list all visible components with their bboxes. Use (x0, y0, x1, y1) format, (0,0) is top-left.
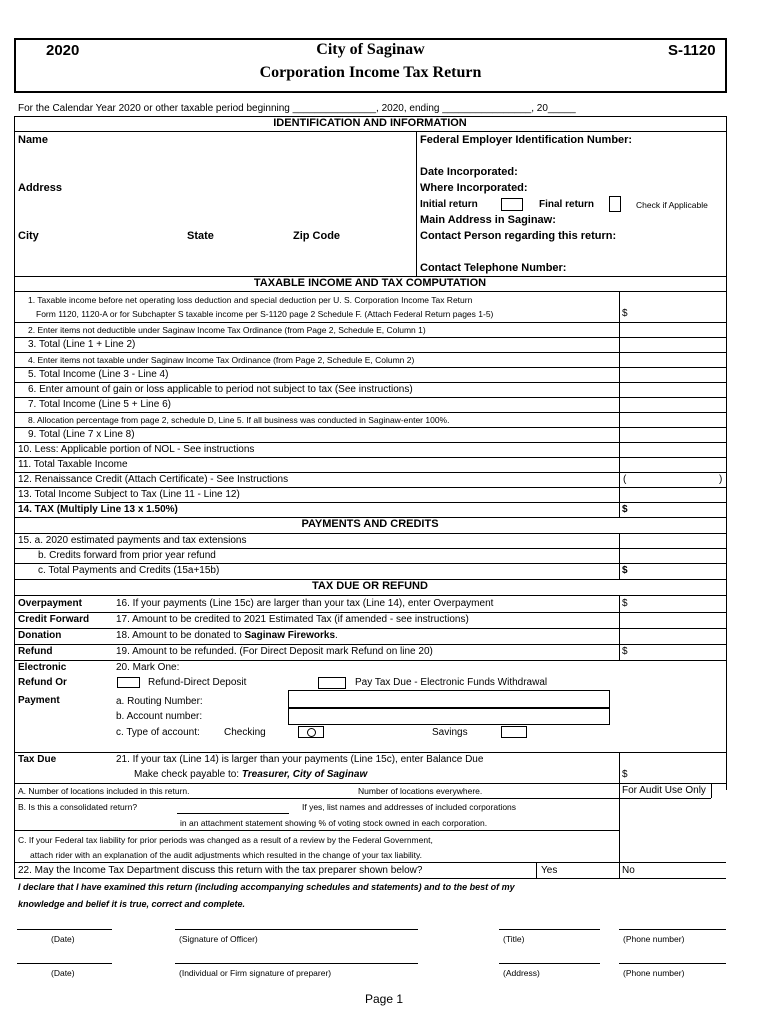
period-line: For the Calendar Year 2020 or other taxable period beginning _______________, 2020, ending ________________, 20_____ (18, 103, 576, 114)
saginaw-fireworks: Saginaw Fireworks (244, 630, 336, 641)
line-1-cont: Form 1120, 1120-A or for Subchapter S taxable income per S-1120 page 2 Schedule F. (Attach Federal Return pages 1-5) (36, 309, 494, 319)
line-6: 6. Enter amount of gain or loss applicable to period not subject to tax (See instructions) (28, 384, 413, 395)
pay-tax-due-label: Pay Tax Due - Electronic Funds Withdrawal (355, 677, 548, 688)
state-label: State (187, 230, 214, 242)
line-15c: c. Total Payments and Credits (15a+15b) (38, 565, 220, 576)
date-label-2: (Date) (51, 968, 75, 978)
line-19: 19. Amount to be refunded. (For Direct Deposit mark Refund on line 20) (116, 646, 433, 657)
initial-return-checkbox[interactable] (501, 198, 523, 211)
contact-person-label: Contact Person regarding this return: (420, 230, 617, 242)
date-incorporated-label: Date Incorporated: (420, 166, 518, 178)
line-11: 11. Total Taxable Income (18, 459, 128, 470)
contact-phone-label: Contact Telephone Number: (420, 262, 567, 274)
line-15c-dollar: $ (622, 565, 628, 576)
tax-due-refund-heading: TAX DUE OR REFUND (312, 580, 428, 592)
checking-checkbox[interactable] (298, 726, 324, 738)
line-21-dollar: $ (622, 769, 628, 780)
title-label: (Title) (503, 934, 525, 944)
question-a-everywhere: Number of locations everywhere. (358, 786, 483, 796)
line-8: 8. Allocation percentage from page 2, schedule D, Line 5. If all business was conducted in Saginaw-enter 100%. (28, 415, 450, 425)
payments-heading: PAYMENTS AND CREDITS (301, 518, 439, 530)
line-7: 7. Total Income (Line 5 + Line 6) (28, 399, 171, 410)
question-b: B. Is this a consolidated return? (18, 802, 138, 812)
savings-checkbox[interactable] (501, 726, 527, 738)
line-18: 18. Amount to be donated to Saginaw Fireworks. (116, 630, 338, 641)
line-19-dollar: $ (622, 646, 628, 657)
declaration-line-1: I declare that I have examined this return (including accompanying schedules and statements) and to the best of my (18, 882, 515, 892)
question-a: A. Number of locations included in this return. (18, 786, 190, 796)
treasurer-payee: Treasurer, City of Saginaw (241, 769, 368, 780)
taxable-income-heading: TAXABLE INCOME AND TAX COMPUTATION (253, 277, 487, 289)
audit-use-label: For Audit Use Only (622, 785, 706, 796)
refund-direct-deposit-checkbox[interactable] (117, 677, 140, 688)
line-15a: 15. a. 2020 estimated payments and tax extensions (18, 535, 247, 546)
line-12-open-paren: ( (623, 474, 627, 485)
question-b-list: If yes, list names and addresses of included corporations (302, 802, 517, 812)
line-4: 4. Enter items not taxable under Saginaw Income Tax Ordinance (from Page 2, Schedule E, Column 2) (28, 355, 415, 365)
line-22: 22. May the Income Tax Department discuss this return with the tax preparer shown below? (18, 865, 423, 876)
pay-tax-due-checkbox[interactable] (318, 677, 346, 689)
line-14: 14. TAX (Multiply Line 13 x 1.50%) (18, 504, 178, 515)
tax-due-label: Tax Due (18, 754, 57, 765)
savings-label: Savings (432, 727, 468, 738)
identification-heading: IDENTIFICATION AND INFORMATION (273, 117, 467, 129)
line-10: 10. Less: Applicable portion of NOL - See instructions (18, 444, 255, 455)
refund-direct-deposit-label: Refund-Direct Deposit (148, 677, 247, 688)
line-17: 17. Amount to be credited to 2021 Estimated Tax (if amended - see instructions) (116, 614, 469, 625)
electronic-label: Electronic (18, 662, 67, 673)
routing-number-field[interactable] (288, 690, 610, 708)
line-3: 3. Total (Line 1 + Line 2) (28, 339, 136, 350)
line-22-yes[interactable]: Yes (541, 865, 558, 876)
routing-number-label: a. Routing Number: (116, 696, 203, 707)
final-return-checkbox[interactable] (609, 196, 621, 212)
officer-signature-label: (Signature of Officer) (179, 934, 258, 944)
line-20: 20. Mark One: (116, 662, 180, 673)
address-label: Address (18, 182, 63, 194)
question-c-rider: attach rider with an explanation of the audit adjustments which resulted in the change of your tax liability. (30, 850, 423, 860)
refund-label: Refund (18, 646, 53, 657)
city-name: City of Saginaw (316, 41, 425, 58)
refund-or-label: Refund Or (18, 677, 67, 688)
line-21-payable (134, 769, 367, 780)
question-b-attachment: in an attachment statement showing % of voting stock owned in each corporation. (180, 818, 488, 828)
credit-forward-label: Credit Forward (18, 614, 90, 625)
line-21-payable-text: Make check payable to: (134, 769, 242, 780)
line-21: 21. If your tax (Line 14) is larger than your payments (Line 15c), enter Balance Due (116, 754, 484, 765)
form-number: S-1120 (668, 42, 716, 59)
zip-label: Zip Code (293, 230, 341, 242)
main-address-label: Main Address in Saginaw: (420, 214, 556, 226)
form-title: Corporation Income Tax Return (259, 64, 482, 81)
payment-label: Payment (18, 695, 60, 706)
name-label: Name (18, 134, 48, 146)
line-14-dollar: $ (622, 504, 628, 515)
line-18-text: 18. Amount to be donated to (116, 630, 245, 641)
account-number-field[interactable] (288, 708, 610, 725)
line-15b: b. Credits forward from prior year refund (38, 550, 216, 561)
line-16-dollar: $ (622, 598, 628, 609)
line-12-close-paren: ) (719, 474, 723, 485)
tax-year: 2020 (46, 42, 80, 59)
preparer-signature-label: (Individual or Firm signature of preparer) (179, 968, 332, 978)
donation-label: Donation (18, 630, 62, 641)
line-16: 16. If your payments (Line 15c) are larger than your tax (Line 14), enter Overpayment (116, 598, 494, 609)
line-9: 9. Total (Line 7 x Line 8) (28, 429, 135, 440)
page-number: Page 1 (365, 992, 404, 1006)
line-22-no[interactable]: No (622, 865, 635, 876)
account-type-label: c. Type of account: (116, 727, 200, 738)
checking-radio-icon (307, 728, 316, 737)
line-1: 1. Taxable income before net operating loss deduction and special deduction per U. S. Corporation Income Tax Return (28, 295, 473, 305)
question-c: C. If your Federal tax liability for prior periods was changed as a result of a review by the Federal Government, (18, 835, 433, 845)
line-2: 2. Enter items not deductible under Saginaw Income Tax Ordinance (from Page 2, Schedule E, Column 1) (28, 325, 426, 335)
phone-label-1: (Phone number) (623, 934, 685, 944)
fein-label: Federal Employer Identification Number: (420, 134, 633, 146)
where-incorporated-label: Where Incorporated: (420, 182, 528, 194)
line-5: 5. Total Income (Line 3 - Line 4) (28, 369, 169, 380)
line-13: 13. Total Income Subject to Tax (Line 11 - Line 12) (18, 489, 240, 500)
initial-return-label: Initial return (420, 199, 478, 210)
date-label-1: (Date) (51, 934, 75, 944)
checking-label: Checking (224, 727, 266, 738)
final-return-label: Final return (539, 199, 595, 210)
line-12: 12. Renaissance Credit (Attach Certificate) - See Instructions (18, 474, 289, 485)
address-label-sig: (Address) (503, 968, 540, 978)
overpayment-label: Overpayment (18, 598, 82, 609)
check-if-applicable: Check if Applicable (636, 200, 708, 210)
city-label: City (18, 230, 39, 242)
account-number-label: b. Account number: (116, 711, 203, 722)
declaration-line-2: knowledge and belief it is true, correct and complete. (18, 899, 246, 909)
line-1-dollar: $ (622, 308, 628, 319)
phone-label-2: (Phone number) (623, 968, 685, 978)
